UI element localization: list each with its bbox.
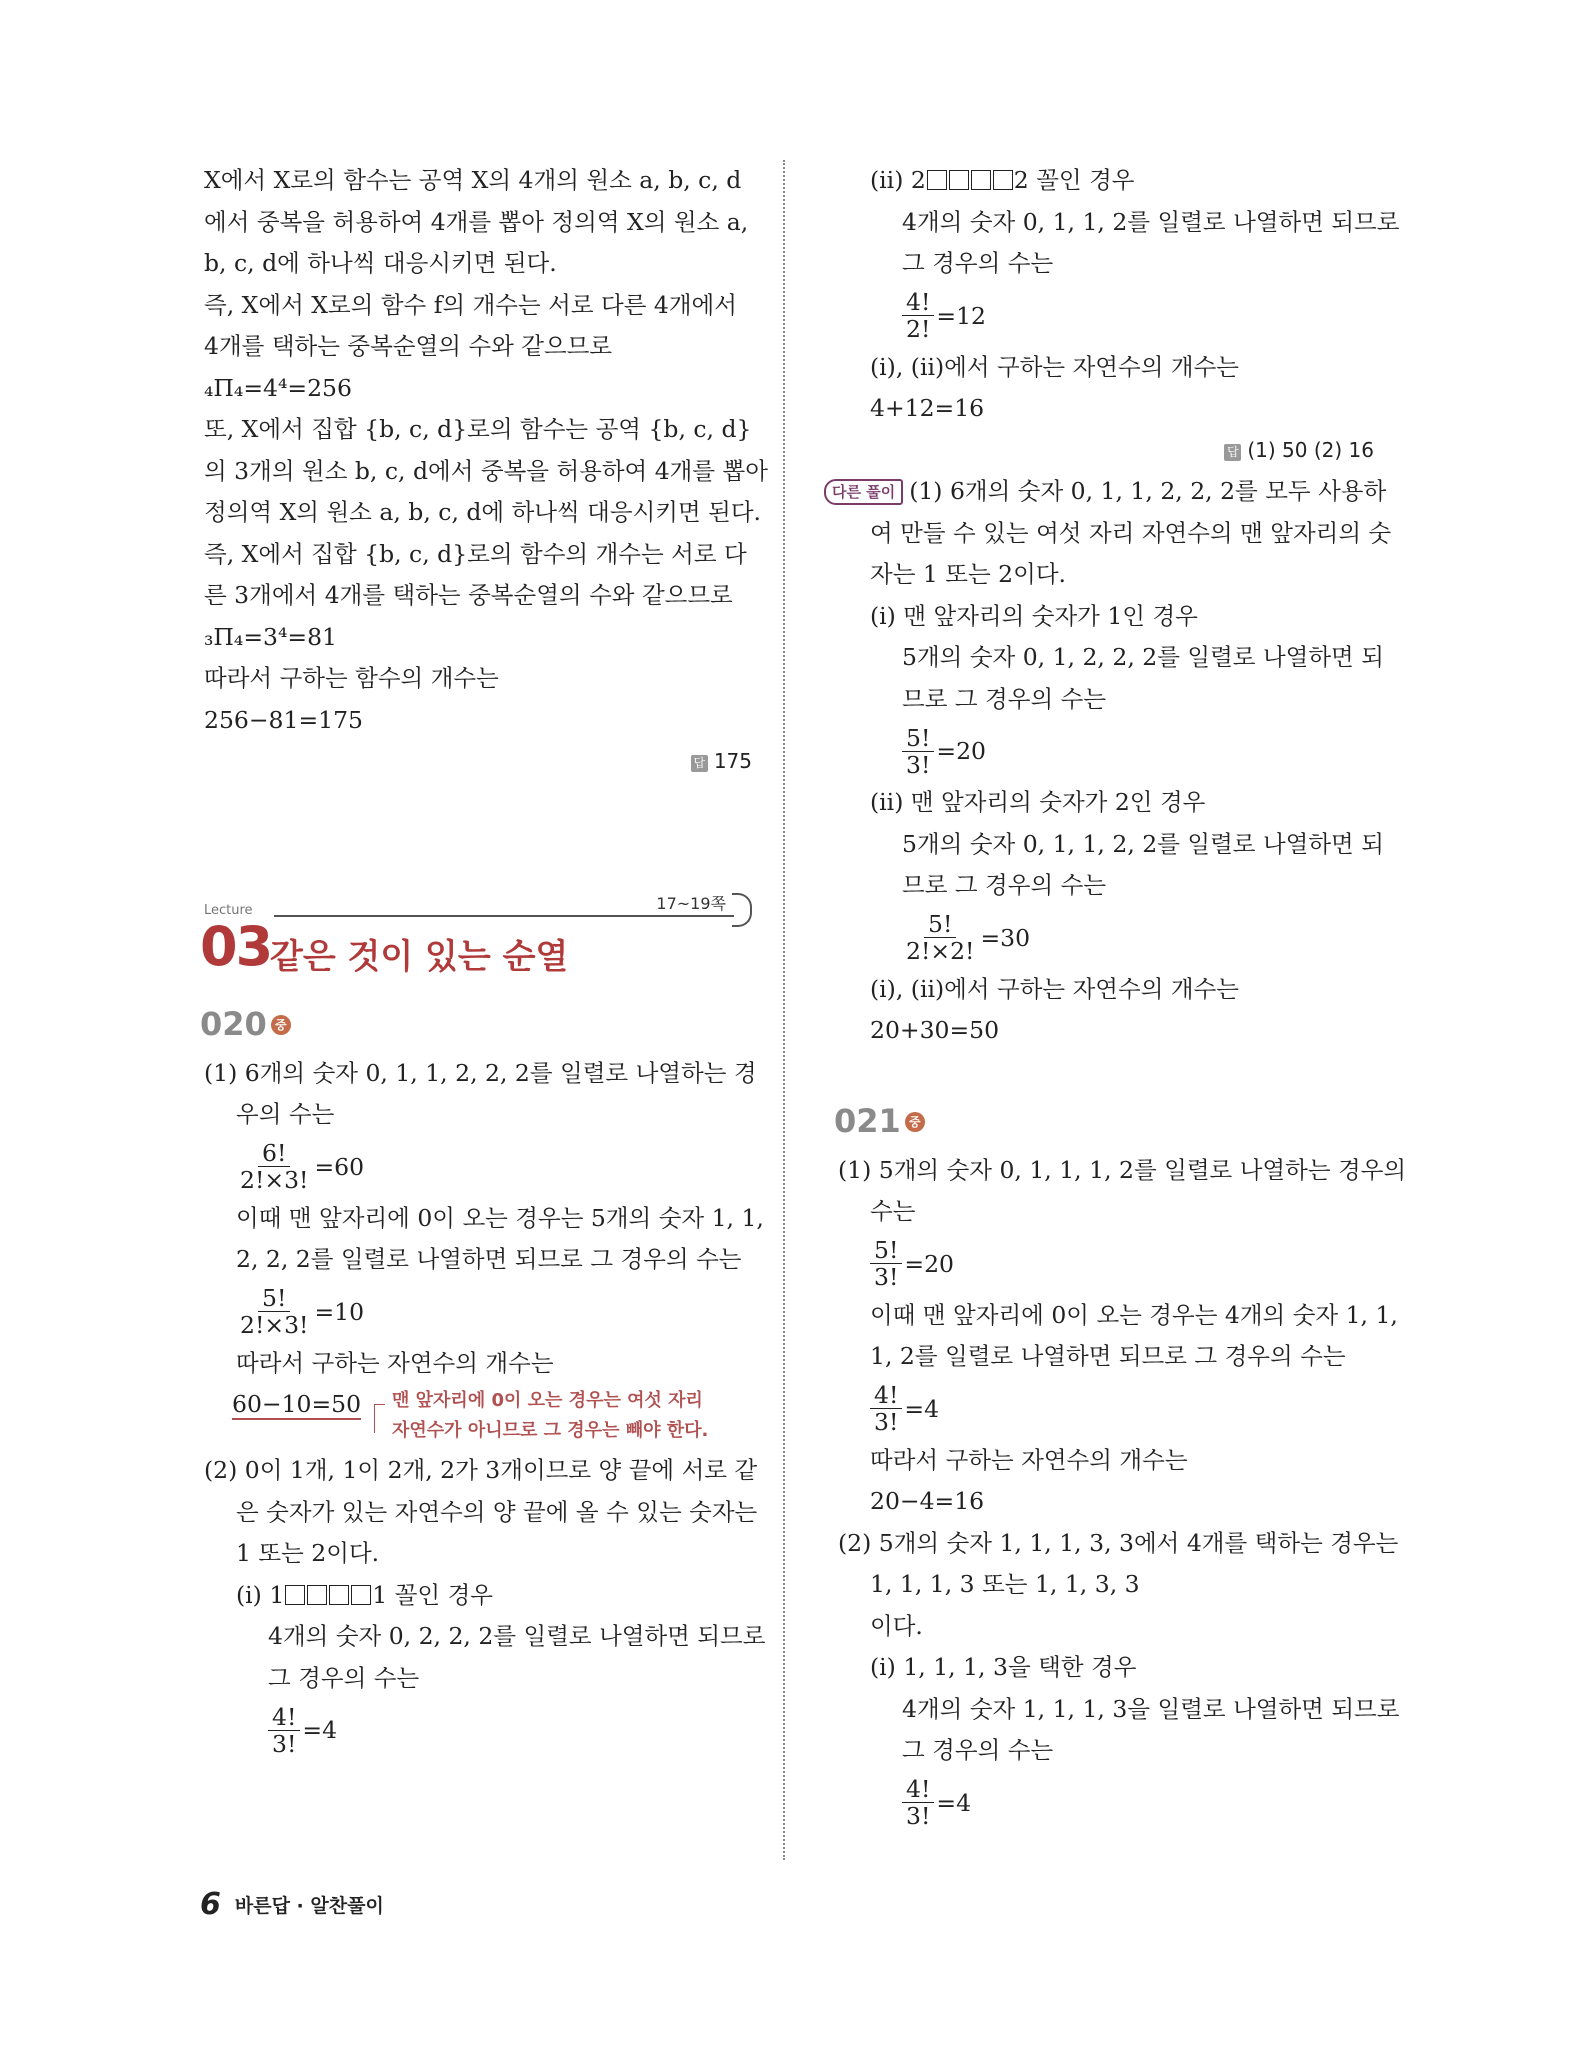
formula-line: 256−81=175 [204, 705, 363, 734]
fraction-denominator: 3! [272, 1729, 297, 1758]
fraction-denominator: 2!×2! [906, 937, 975, 965]
fraction-equation [838, 720, 1374, 782]
difficulty-badge: 중 [905, 1112, 925, 1132]
text-line: 므로 그 경우의 수는 [902, 871, 1107, 899]
right-column [832, 160, 1407, 1834]
fraction [902, 911, 978, 964]
difficulty-badge: 중 [271, 1015, 291, 1035]
problem-number-020 [200, 995, 752, 1053]
text-line: 므로 그 경우의 수는 [902, 684, 1107, 713]
alt-solution-badge: 다른 풀이 [824, 479, 903, 505]
text-line: 따라서 구하는 자연수의 개수는 [236, 1348, 554, 1377]
formula-line: ₃Π₄=3⁴=81 [204, 622, 337, 651]
fraction-equation [838, 1233, 1374, 1295]
fraction-equation [838, 907, 1374, 969]
left-column [200, 160, 768, 1761]
blank-box [329, 1585, 349, 1605]
fraction-numerator: 5! [258, 1285, 290, 1312]
case-heading: (ⅰ) 맨 앞자리의 숫자가 1인 경우 [870, 601, 1198, 630]
text-line: 20−4=16 [870, 1487, 985, 1515]
page-number: 6 [200, 1887, 221, 1922]
answer-019 [204, 741, 752, 783]
blank-box [971, 170, 991, 190]
lecture-label: Lecture [204, 902, 253, 918]
answer-icon: 답 [691, 755, 708, 772]
text-line: 따라서 구하는 함수의 개수는 [204, 664, 499, 692]
text-line: 그 경우의 수는 [902, 249, 1054, 277]
text-line: 수는 [870, 1197, 916, 1225]
fraction-numerator: 5! [902, 725, 934, 752]
blank-box [927, 170, 947, 190]
text-line: 그 경우의 수는 [268, 1663, 420, 1692]
case-heading: (ⅰ) 1, 1, 1, 3을 택한 경우 [870, 1653, 1137, 1681]
text-line: 즉, X에서 집합 {b, c, d}로의 함수의 개수는 서로 다 [204, 539, 747, 568]
fraction-denominator: 2!×3! [240, 1166, 309, 1194]
text-line: 4개의 숫자 0, 1, 1, 2를 일렬로 나열하면 되므로 [902, 207, 1400, 236]
fraction-numerator: 4! [268, 1704, 300, 1731]
fraction-result: =10 [314, 1297, 365, 1326]
problem-number: 021 [834, 1101, 901, 1140]
fraction-equation [838, 285, 1374, 347]
text-line: b, c, d에 하나씩 대응시키면 된다. [204, 249, 557, 277]
problem-number: 020 [200, 1004, 267, 1043]
margin-note [392, 1386, 708, 1446]
fraction-numerator: 5! [870, 1237, 902, 1264]
text-line: 여 만들 수 있는 여섯 자리 자연수의 맨 앞자리의 숫 [870, 518, 1392, 547]
fraction-equation [204, 1699, 752, 1761]
case-heading [838, 160, 1374, 202]
fraction-denominator: 3! [906, 1802, 931, 1830]
fraction-result: =4 [936, 1788, 972, 1817]
text-line: 은 숫자가 있는 자연수의 양 끝에 올 수 있는 숫자는 [236, 1497, 758, 1526]
column-divider [783, 160, 785, 1860]
fraction-result: =4 [904, 1394, 940, 1423]
text-line: 5개의 숫자 0, 1, 1, 2, 2를 일렬로 나열하면 되 [902, 829, 1384, 858]
text-line: 에서 중복을 허용하여 4개를 뽑아 정의역 X의 원소 a, [204, 207, 749, 236]
blank-box [351, 1585, 371, 1605]
formula-line: ₄Π₄=4⁴=256 [204, 373, 352, 402]
fraction [902, 725, 934, 778]
text-line: 즉, X에서 X로의 함수 f의 개수는 서로 다른 4개에서 [204, 290, 737, 319]
text-line: 1 또는 2이다. [236, 1539, 380, 1567]
case-label-end: 1 꼴인 경우 [372, 1580, 493, 1609]
fraction-denominator: 3! [874, 1408, 899, 1436]
text-line: 4개의 숫자 0, 2, 2, 2를 일렬로 나열하면 되므로 [268, 1622, 766, 1650]
lecture-pages: 17~19쪽 [656, 893, 726, 913]
fraction [236, 1140, 312, 1193]
fraction-denominator: 3! [874, 1263, 899, 1291]
fraction [268, 1704, 300, 1757]
text-line: 1, 2를 일렬로 나열하면 되므로 그 경우의 수는 [870, 1342, 1346, 1370]
fraction [902, 289, 934, 342]
fraction [870, 1237, 902, 1290]
fraction-numerator: 4! [902, 1776, 934, 1803]
lecture-rule-end [732, 893, 752, 927]
problem-number-021 [834, 1092, 1374, 1150]
fraction-result: =20 [904, 1249, 954, 1278]
alternative-solution [832, 471, 1392, 1052]
fraction-denominator: 2!×3! [240, 1311, 309, 1339]
case-heading [204, 1575, 752, 1617]
text-line: 의 3개의 원소 b, c, d에서 중복을 허용하여 4개를 뽑아 [204, 456, 768, 485]
alt-text: (1) 6개의 숫자 0, 1, 1, 2, 2, 2를 모두 사용하 [909, 477, 1387, 505]
text-line: (ⅰ), (ⅱ)에서 구하는 자연수의 개수는 [870, 352, 1239, 381]
fraction-equation [204, 1281, 752, 1343]
margin-note-line: 자연수가 아니므로 그 경우는 빼야 한다. [392, 1420, 709, 1441]
blank-box [993, 170, 1013, 190]
fraction-result: =20 [936, 737, 986, 765]
fraction-equation [838, 1378, 1374, 1440]
answer-value: 175 [713, 749, 752, 773]
text-line: 또, X에서 집합 {b, c, d}로의 함수는 공역 {b, c, d} [204, 415, 752, 443]
fraction-denominator: 2! [906, 315, 931, 343]
text-line: 20+30=50 [870, 1016, 1000, 1044]
fraction-numerator: 6! [258, 1140, 290, 1167]
fraction-result: =60 [314, 1152, 365, 1181]
case-label: (ⅰ) 1 [236, 1580, 285, 1609]
lecture-header [200, 885, 752, 995]
text-line: 4개의 숫자 1, 1, 1, 3을 일렬로 나열하면 되므로 [902, 1694, 1400, 1723]
text-line: 우의 수는 [236, 1100, 335, 1128]
fraction-numerator: 4! [902, 289, 934, 316]
text-line: 따라서 구하는 자연수의 개수는 [870, 1445, 1188, 1474]
book-title: 바른답 · 알찬풀이 [234, 1895, 384, 1917]
fraction-numerator: 5! [924, 911, 956, 938]
solution-020-continued [838, 160, 1400, 430]
fraction-equation [838, 1772, 1374, 1834]
text-line [832, 471, 1387, 513]
solution-020 [204, 1053, 766, 1762]
lecture-rule [274, 915, 734, 917]
annotated-equation [204, 1384, 752, 1450]
fraction-result: =30 [980, 923, 1031, 952]
text-line: 5개의 숫자 0, 1, 2, 2, 2를 일렬로 나열하면 되 [902, 643, 1384, 671]
text-line: 1, 1, 1, 3 또는 1, 1, 3, 3 [870, 1570, 1140, 1598]
blank-box [307, 1585, 327, 1605]
margin-note-line: 맨 앞자리에 0이 오는 경우는 여섯 자리 [392, 1390, 703, 1411]
text-line: 른 3개에서 4개를 택하는 중복순열의 수와 같으므로 [204, 581, 733, 609]
text-line: (2) 5개의 숫자 1, 1, 1, 3, 3에서 4개를 택하는 경우는 [838, 1528, 1399, 1557]
lecture-title: 같은 것이 있는 순열 [270, 936, 569, 977]
case-heading: (ⅱ) 맨 앞자리의 숫자가 2인 경우 [870, 788, 1206, 816]
text-line: 정의역 X의 원소 a, b, c, d에 하나씩 대응시키면 된다. [204, 498, 762, 526]
text-line: 이때 맨 앞자리에 0이 오는 경우는 4개의 숫자 1, 1, [870, 1300, 1398, 1329]
equation [232, 1384, 361, 1425]
page-footer [200, 1887, 384, 1922]
fraction-result: =4 [302, 1716, 338, 1744]
answer-icon: 답 [1224, 444, 1241, 461]
case-label-end: 2 꼴인 경우 [1013, 166, 1135, 194]
text-line: X에서 X로의 함수는 공역 X의 4개의 원소 a, b, c, d [204, 166, 742, 194]
text-line: (1) 5개의 숫자 0, 1, 1, 1, 2를 일렬로 나열하는 경우의 [838, 1155, 1407, 1184]
text-line: 자는 1 또는 2이다. [870, 560, 1066, 588]
text-line: 2, 2, 2를 일렬로 나열하면 되므로 그 경우의 수는 [236, 1245, 742, 1273]
blank-box [949, 170, 969, 190]
solution-019-text [204, 160, 768, 741]
fraction-denominator: 3! [906, 750, 931, 779]
text-line: 4개를 택하는 중복순열의 수와 같으므로 [204, 332, 613, 360]
fraction [870, 1382, 902, 1435]
text-line: 그 경우의 수는 [902, 1736, 1054, 1764]
text-line: (1) 6개의 숫자 0, 1, 1, 2, 2, 2를 일렬로 나열하는 경 [204, 1058, 757, 1087]
fraction [236, 1285, 312, 1338]
solution-021 [838, 1150, 1407, 1834]
text-line: 이다. [870, 1611, 923, 1640]
lecture-number: 03 [200, 914, 272, 978]
fraction-result: =12 [936, 301, 986, 330]
text-line: 4+12=16 [870, 394, 985, 422]
case-label: (ⅱ) 2 [870, 166, 926, 194]
text-line: (ⅰ), (ⅱ)에서 구하는 자연수의 개수는 [870, 974, 1239, 1003]
blank-box [285, 1585, 305, 1605]
note-bracket [374, 1404, 385, 1433]
fraction [902, 1776, 934, 1829]
answer-020 [838, 430, 1374, 472]
underlined-equation: 60−10=50 [232, 1390, 362, 1418]
fraction-numerator: 4! [870, 1382, 902, 1409]
fraction-equation [204, 1136, 752, 1198]
answer-value: (1) 50 (2) 16 [1247, 437, 1374, 462]
text-line: 이때 맨 앞자리에 0이 오는 경우는 5개의 숫자 1, 1, [236, 1203, 764, 1232]
text-line: (2) 0이 1개, 1이 2개, 2가 3개이므로 양 끝에 서로 같 [204, 1456, 758, 1484]
